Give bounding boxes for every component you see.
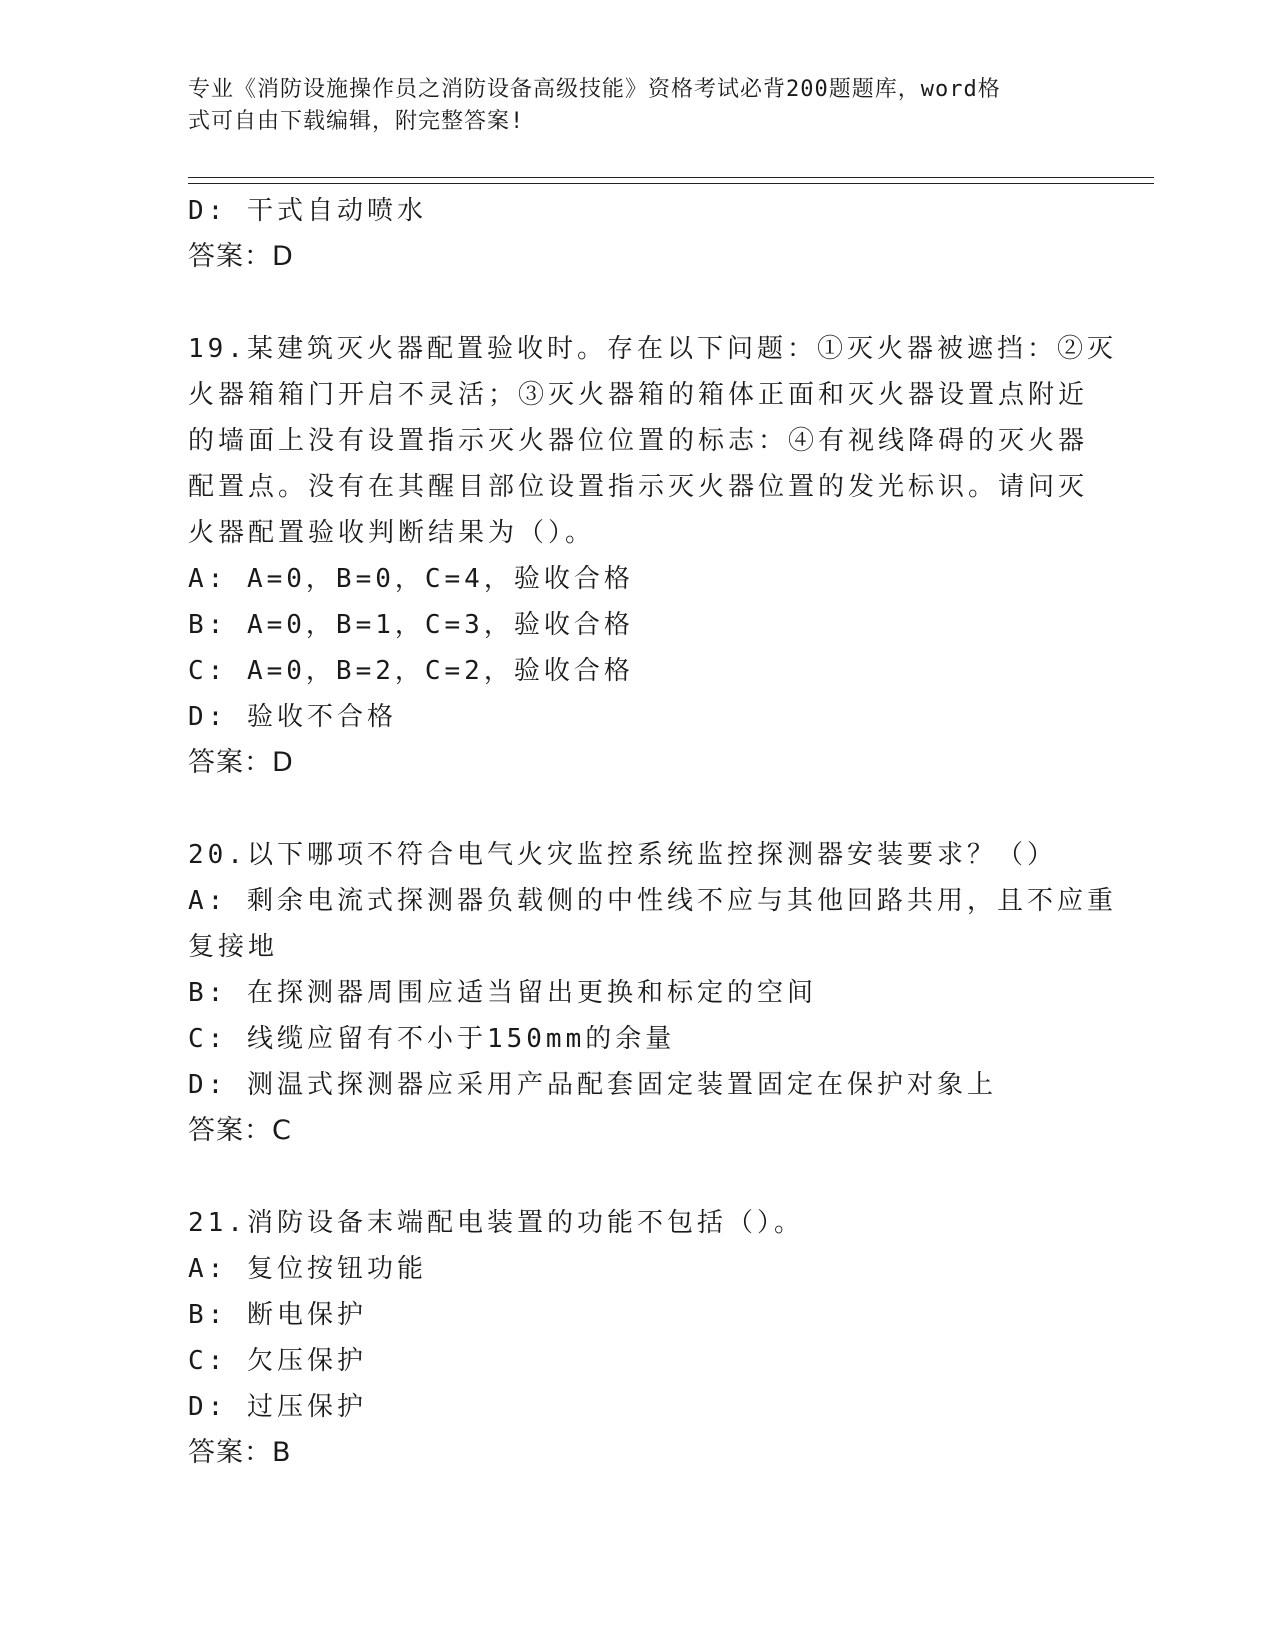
question-19 — [188, 326, 1117, 786]
option-d: D: 过压保护 — [188, 1392, 367, 1422]
option-c: C: 线缆应留有不小于150mm的余量 — [188, 1024, 676, 1054]
spacer — [188, 1154, 1088, 1200]
option-a: A: 复位按钮功能 — [188, 1254, 427, 1284]
question-21 — [188, 1200, 1088, 1476]
header-line-2: 式可自由下载编辑，附完整答案! — [188, 109, 525, 134]
answer-line: 答案：B — [188, 1437, 292, 1468]
question-18-tail — [188, 188, 1088, 280]
option-c: C: A=0，B=2，C=2，验收合格 — [188, 656, 634, 686]
question-stem-line: 火器箱箱门开启不灵活；③灭火器箱的箱体正面和灭火器设置点附近 — [188, 380, 1089, 410]
option-b: B: A=0，B=1，C=3，验收合格 — [188, 610, 634, 640]
option-a: A: 剩余电流式探测器负载侧的中性线不应与其他回路共用，且不应重 — [188, 886, 1117, 916]
spacer — [188, 786, 1088, 832]
question-stem-line: 19.某建筑灭火器配置验收时。存在以下问题：①灭火器被遮挡：②灭 — [188, 334, 1117, 364]
question-stem-line: 20.以下哪项不符合电气火灾监控系统监控探测器安装要求？（） — [188, 840, 1057, 870]
option-d: D: 干式自动喷水 — [188, 196, 427, 226]
option-a-continued: 复接地 — [188, 932, 279, 962]
option-b: B: 在探测器周围应适当留出更换和标定的空间 — [188, 978, 817, 1008]
question-20 — [188, 832, 1117, 1154]
header-line-1: 专业《消防设施操作员之消防设备高级技能》资格考试必背200题题库，word格 — [188, 77, 1001, 102]
question-stem-line: 21.消防设备末端配电装置的功能不包括（）。 — [188, 1208, 804, 1238]
answer-line: 答案：C — [188, 1115, 292, 1146]
answer-line: 答案：D — [188, 241, 294, 272]
question-stem-line: 配置点。没有在其醒目部位设置指示灭火器位置的发光标识。请问灭 — [188, 472, 1089, 502]
document-header — [188, 74, 1068, 138]
option-c: C: 欠压保护 — [188, 1346, 367, 1376]
question-stem-line: 的墙面上没有设置指示灭火器位位置的标志：④有视线降碍的灭火器 — [188, 426, 1089, 456]
option-b: B: 断电保护 — [188, 1300, 367, 1330]
spacer — [188, 280, 1088, 326]
option-a: A: A=0，B=0，C=4，验收合格 — [188, 564, 634, 594]
answer-line: 答案：D — [188, 747, 294, 778]
document-body — [188, 188, 1117, 1476]
option-d: D: 验收不合格 — [188, 702, 397, 732]
option-d: D: 测温式探测器应采用产品配套固定装置固定在保护对象上 — [188, 1070, 997, 1100]
header-divider — [188, 177, 1154, 184]
question-stem-line: 火器配置验收判断结果为（）。 — [188, 518, 596, 548]
